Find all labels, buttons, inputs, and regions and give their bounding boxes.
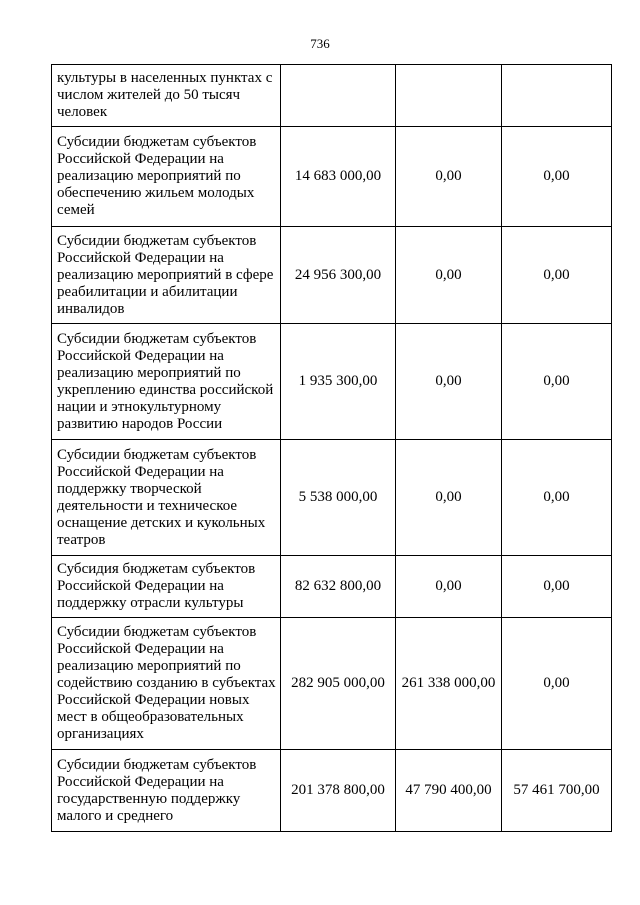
table-row [52,750,612,832]
amount-cell: 0,00 [502,556,612,618]
amount-cell: 0,00 [396,440,502,556]
amount-cell: 0,00 [396,324,502,440]
amount-cell: 47 790 400,00 [396,750,502,832]
row-description: Субсидия бюджетам субъектов Российской Федерации на поддержку отрасли культуры [52,556,281,618]
table-row [52,65,612,127]
page-number: 736 [310,36,330,51]
amount-cell: 282 905 000,00 [281,618,396,750]
amount-cell: 0,00 [502,440,612,556]
amount-cell: 0,00 [396,227,502,324]
amount-cell: 0,00 [502,127,612,227]
table-row [52,440,612,556]
amount-cell: 14 683 000,00 [281,127,396,227]
amount-cell: 0,00 [502,618,612,750]
row-description: культуры в населенных пунктах с числом жителей до 50 тысяч человек [52,65,281,127]
amount-cell: 0,00 [396,127,502,227]
row-description: Субсидии бюджетам субъектов Российской Федерации на реализацию мероприятий по укреплению единства российской нации и этнокультурному развитию народов России [52,324,281,440]
amount-cell [502,65,612,127]
table-row [52,618,612,750]
amount-cell: 24 956 300,00 [281,227,396,324]
amount-cell: 0,00 [502,227,612,324]
amount-cell: 261 338 000,00 [396,618,502,750]
row-description: Субсидии бюджетам субъектов Российской Федерации на поддержку творческой деятельности и техническое оснащение детских и кукольных театров [52,440,281,556]
row-description: Субсидии бюджетам субъектов Российской Федерации на реализацию мероприятий по обеспечению жильем молодых семей [52,127,281,227]
amount-cell: 5 538 000,00 [281,440,396,556]
amount-cell: 82 632 800,00 [281,556,396,618]
amount-cell: 201 378 800,00 [281,750,396,832]
amount-cell: 1 935 300,00 [281,324,396,440]
table-row [52,556,612,618]
row-description: Субсидии бюджетам субъектов Российской Федерации на реализацию мероприятий в сфере реабилитации и абилитации инвалидов [52,227,281,324]
table-row [52,227,612,324]
budget-table [51,64,612,832]
table-row [52,127,612,227]
table-row [52,324,612,440]
amount-cell [396,65,502,127]
row-description: Субсидии бюджетам субъектов Российской Федерации на реализацию мероприятий по содействию созданию в субъектах Российской Федерации новых мест в общеобразовательных организациях [52,618,281,750]
amount-cell [281,65,396,127]
amount-cell: 57 461 700,00 [502,750,612,832]
amount-cell: 0,00 [396,556,502,618]
amount-cell: 0,00 [502,324,612,440]
row-description: Субсидии бюджетам субъектов Российской Федерации на государственную поддержку малого и среднего [52,750,281,832]
